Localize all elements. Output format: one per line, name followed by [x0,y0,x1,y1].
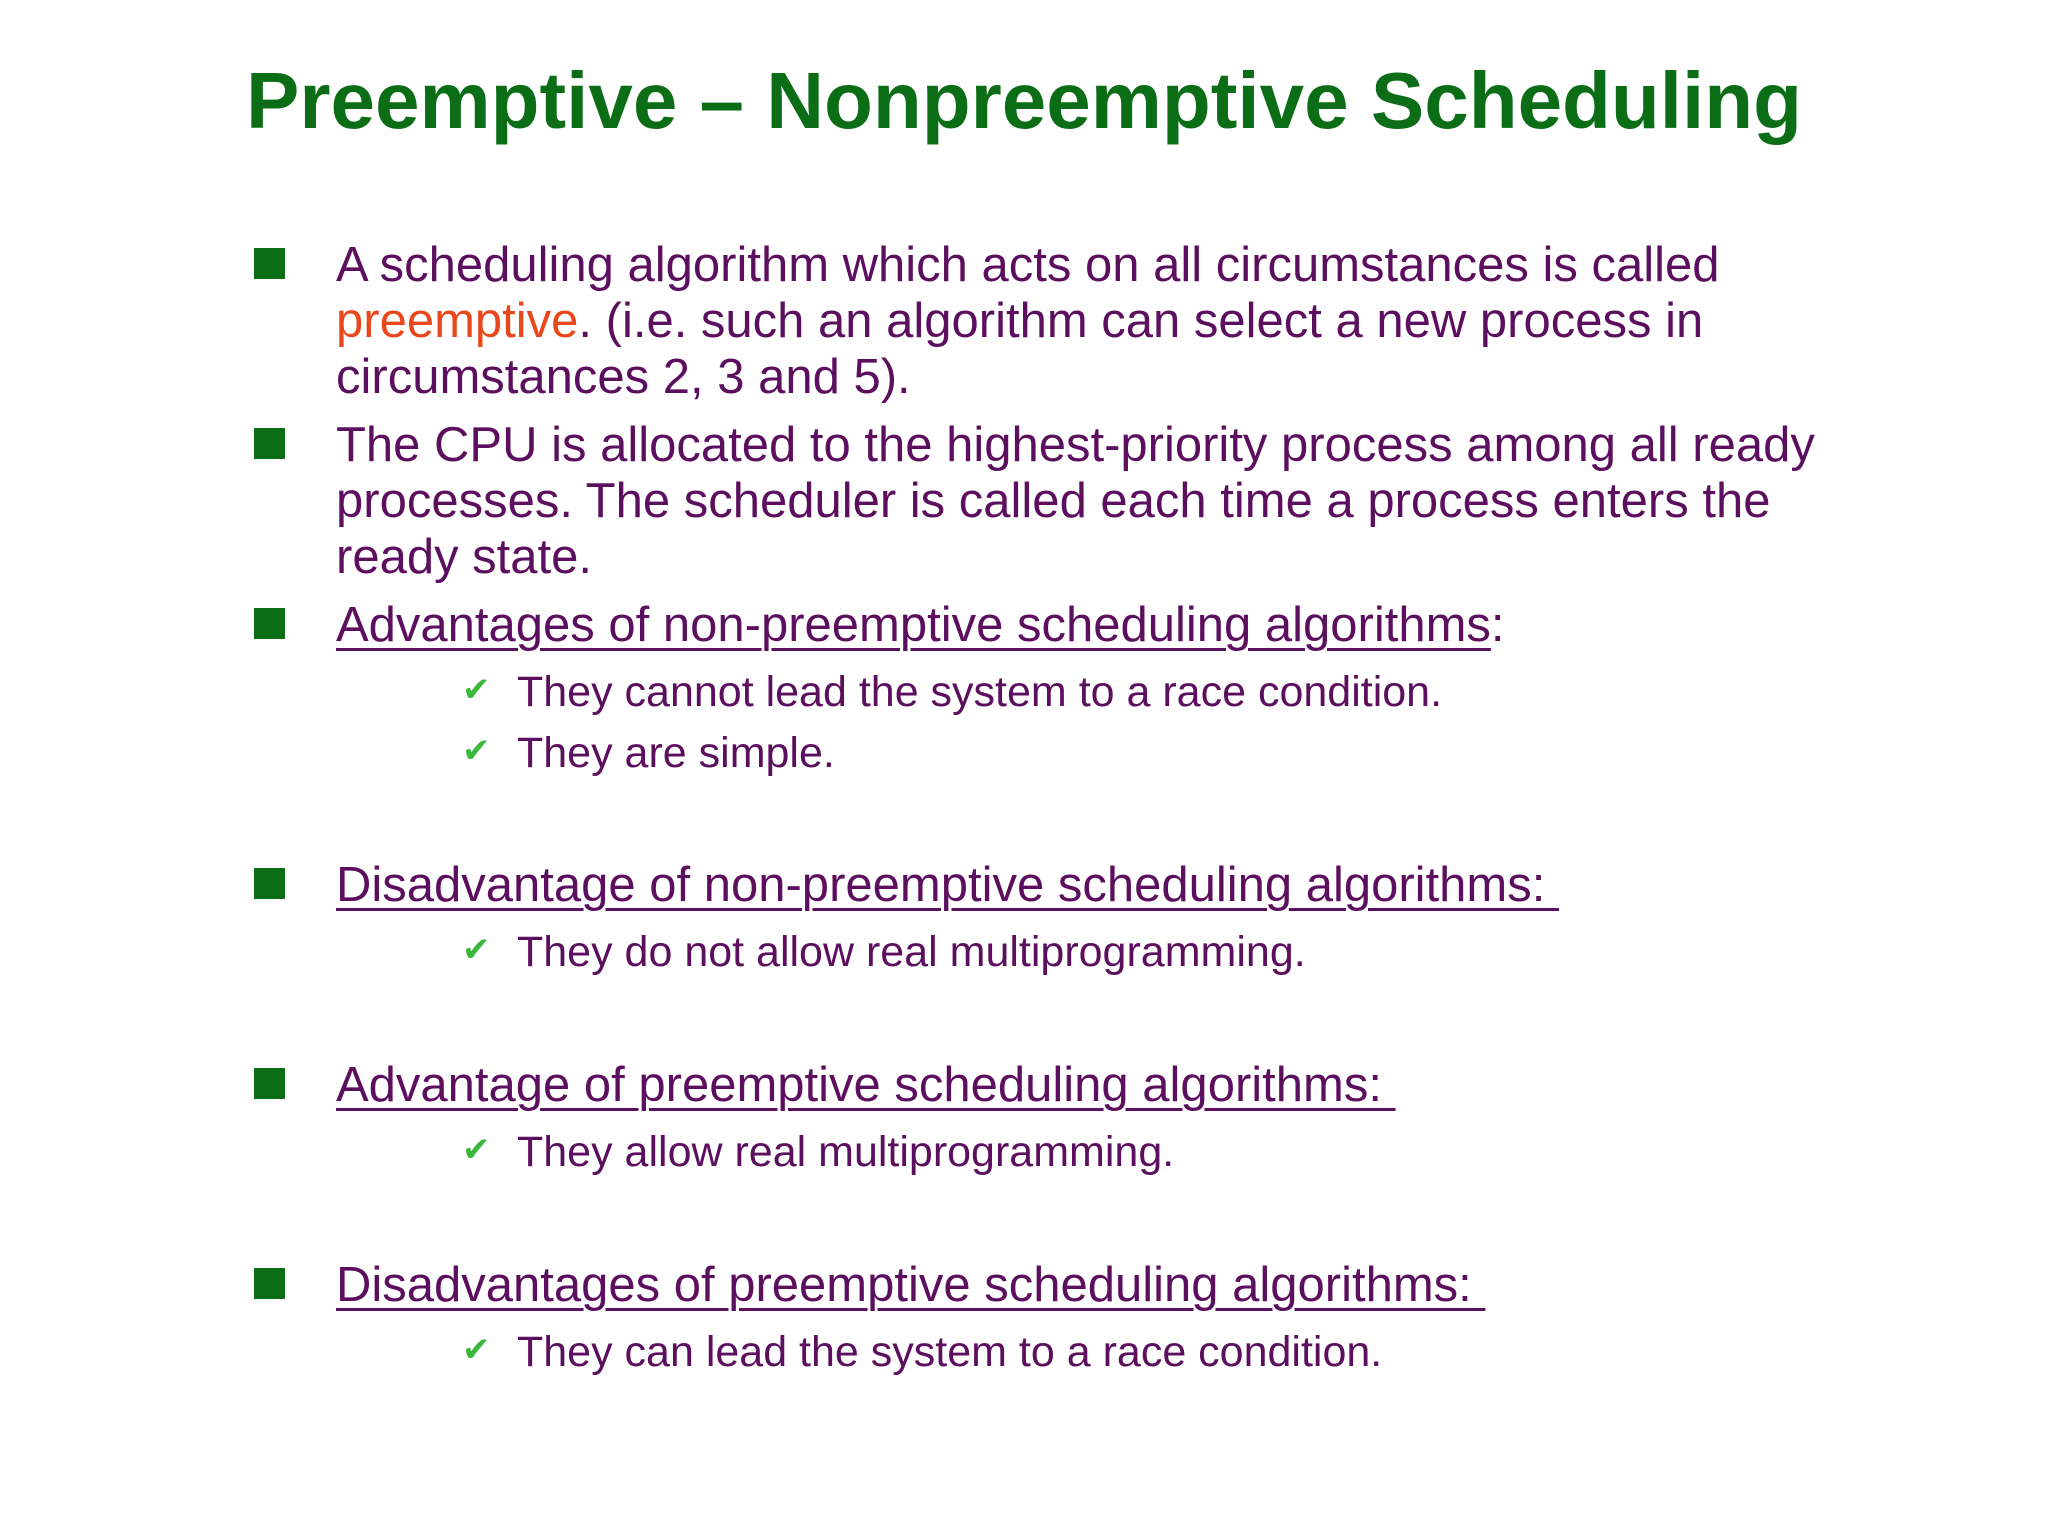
subitem: They are simple. [517,729,835,777]
bullet-preemptive-definition [336,237,1896,405]
heading-text: Advantage of preemptive scheduling algorithms: [336,1058,1396,1112]
check-icon: ✔ [462,930,491,970]
square-bullet-icon [254,248,285,279]
check-icon: ✔ [462,731,491,771]
square-bullet-icon [254,428,285,459]
subitem: They do not allow real multiprogramming. [517,928,1306,976]
heading-suffix: : [1490,598,1505,652]
heading-text: Disadvantage of non-preemptive scheduling algorithms: [336,858,1559,912]
heading-advantages-nonpreemptive [336,597,1896,653]
preemptive-term: preemptive [336,294,579,348]
subitem: They allow real multiprogramming. [517,1128,1175,1176]
check-icon: ✔ [462,1130,491,1170]
heading-text: Disadvantages of preemptive scheduling algorithms: [336,1258,1486,1312]
heading-disadvantage-nonpreemptive [336,857,1896,913]
check-icon: ✔ [462,670,491,710]
square-bullet-icon [254,868,285,899]
square-bullet-icon [254,1268,285,1299]
bullet-text-part1: A scheduling algorithm which acts on all circumstances is called [336,238,1720,292]
slide-title: Preemptive – Nonpreemptive Scheduling [246,56,1802,145]
square-bullet-icon [254,1068,285,1099]
heading-disadvantages-preemptive [336,1257,1896,1313]
bullet-text-part2: . (i.e. such an algorithm can select a new process in circumstances 2, 3 and 5). [336,294,1704,404]
heading-advantage-preemptive [336,1057,1896,1113]
subitem: They can lead the system to a race condition. [517,1328,1383,1376]
bullet-cpu-allocation: The CPU is allocated to the highest-priority process among all ready processes. The scheduler is called each time a process enters the ready state. [336,418,1815,584]
square-bullet-icon [254,608,285,639]
subitem: They cannot lead the system to a race condition. [517,668,1443,716]
heading-text: Advantages of non-preemptive scheduling algorithms [336,598,1491,652]
check-icon: ✔ [462,1330,491,1370]
